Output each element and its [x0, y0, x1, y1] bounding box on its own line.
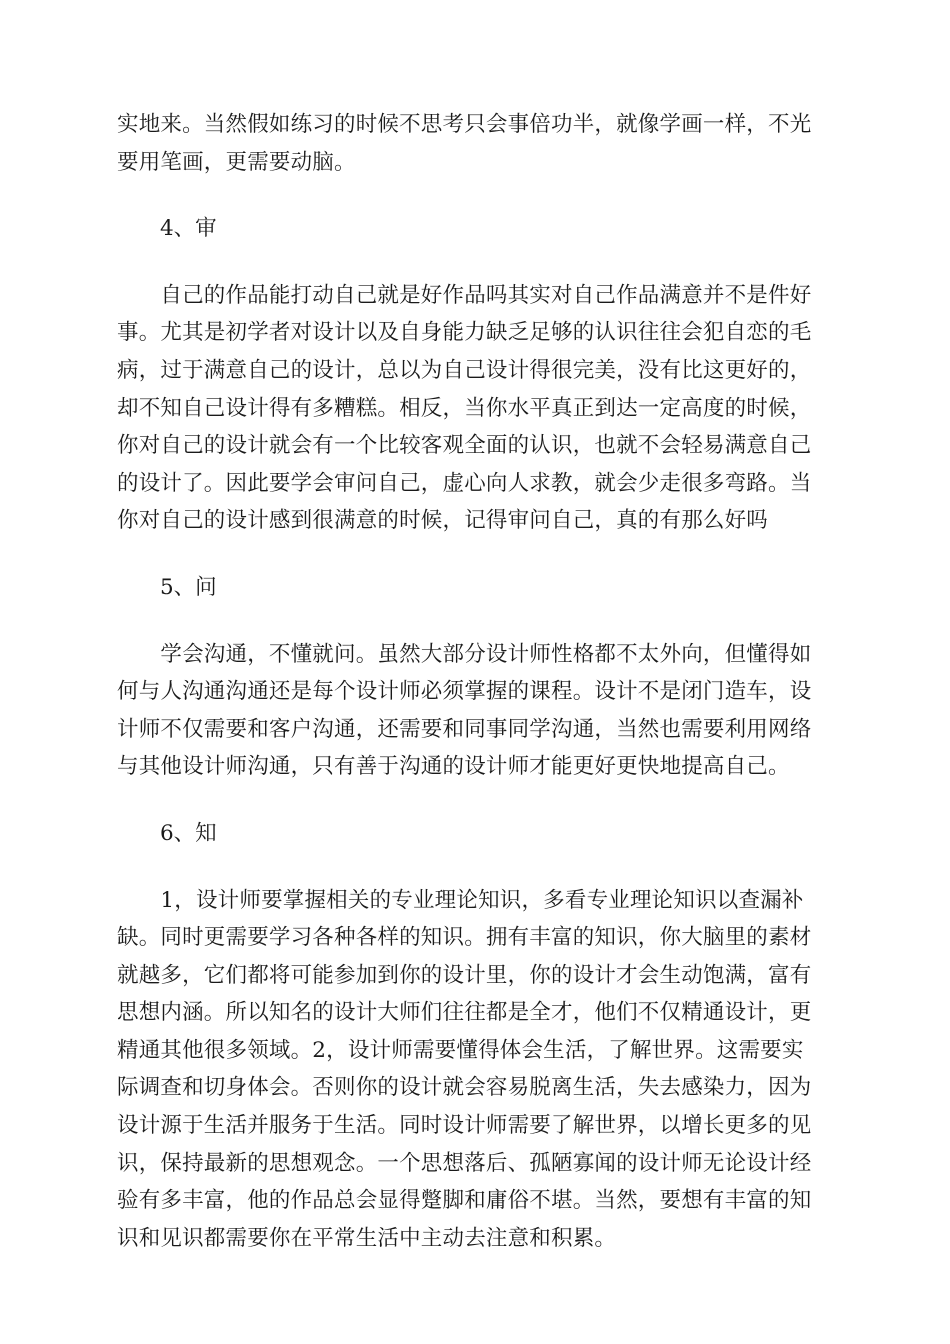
paragraph-practice-continued: [117, 106, 833, 181]
document-body: [117, 106, 833, 1257]
paragraph-know: [117, 882, 833, 1258]
text-line: 你对自己的设计就会有一个比较客观全面的认识，也就不会轻易满意自己: [117, 433, 812, 459]
text-line: 与其他设计师沟通，只有善于沟通的设计师才能更好更快地提高自己。: [117, 754, 790, 780]
text-line: 验有多丰富，他的作品总会显得蹩脚和庸俗不堪。当然，要想有丰富的知: [117, 1188, 812, 1214]
text-line: 缺。同时更需要学习各种各样的知识。拥有丰富的知识，你大脑里的素材: [117, 925, 812, 951]
text-line: 思想内涵。所以知名的设计大师们往往都是全才，他们不仅精通设计，更: [117, 1000, 812, 1026]
section-heading-4: 4、审: [160, 216, 217, 242]
text-line: 际调查和切身体会。否则你的设计就会容易脱离生活，失去感染力，因为: [117, 1075, 812, 1101]
text-line: 精通其他很多领域。2，设计师需要懂得体会生活，了解世界。这需要实: [117, 1037, 804, 1063]
text-line: 自己的作品能打动自己就是好作品吗其实对自己作品满意并不是件好: [117, 282, 812, 308]
text-line: 事。尤其是初学者对设计以及自身能力缺乏足够的认识往往会犯自恋的毛: [117, 320, 812, 346]
paragraph-ask: [117, 636, 833, 786]
text-line: 的设计了。因此要学会审问自己，虚心向人求教，就会少走很多弯路。当: [117, 470, 812, 496]
paragraph-review: [117, 277, 833, 540]
text-line: 识和见识都需要你在平常生活中主动去注意和积累。: [117, 1225, 617, 1251]
text-line: 就越多，它们都将可能参加到你的设计里，你的设计才会生动饱满，富有: [117, 962, 812, 988]
section-heading-6: 6、知: [160, 820, 217, 846]
text-line: 设计源于生活并服务于生活。同时设计师需要了解世界，以增长更多的见: [117, 1113, 812, 1139]
text-line: 你对自己的设计感到很满意的时候，记得审问自己，真的有那么好吗: [117, 508, 769, 534]
text-line: 学会沟通，不懂就问。虽然大部分设计师性格都不太外向，但懂得如: [117, 641, 812, 667]
text-line: 计师不仅需要和客户沟通，还需要和同事同学沟通，当然也需要利用网络: [117, 716, 812, 742]
text-line: 病，过于满意自己的设计，总以为自己设计得很完美，没有比这更好的，: [117, 357, 812, 383]
text-line: 1，设计师要掌握相关的专业理论知识，多看专业理论知识以查漏补: [117, 887, 804, 913]
text-line: 实地来。当然假如练习的时候不思考只会事倍功半，就像学画一样，不光: [117, 112, 812, 137]
text-line: 何与人沟通沟通还是每个设计师必须掌握的课程。设计不是闭门造车，设: [117, 679, 812, 705]
text-line: 要用笔画，更需要动脑。: [117, 149, 356, 175]
text-line: 却不知自己设计得有多糟糕。相反，当你水平真正到达一定高度的时候，: [117, 395, 812, 421]
section-heading-5: 5、问: [160, 574, 217, 600]
text-line: 识，保持最新的思想观念。一个思想落后、孤陋寡闻的设计师无论设计经: [117, 1150, 812, 1176]
